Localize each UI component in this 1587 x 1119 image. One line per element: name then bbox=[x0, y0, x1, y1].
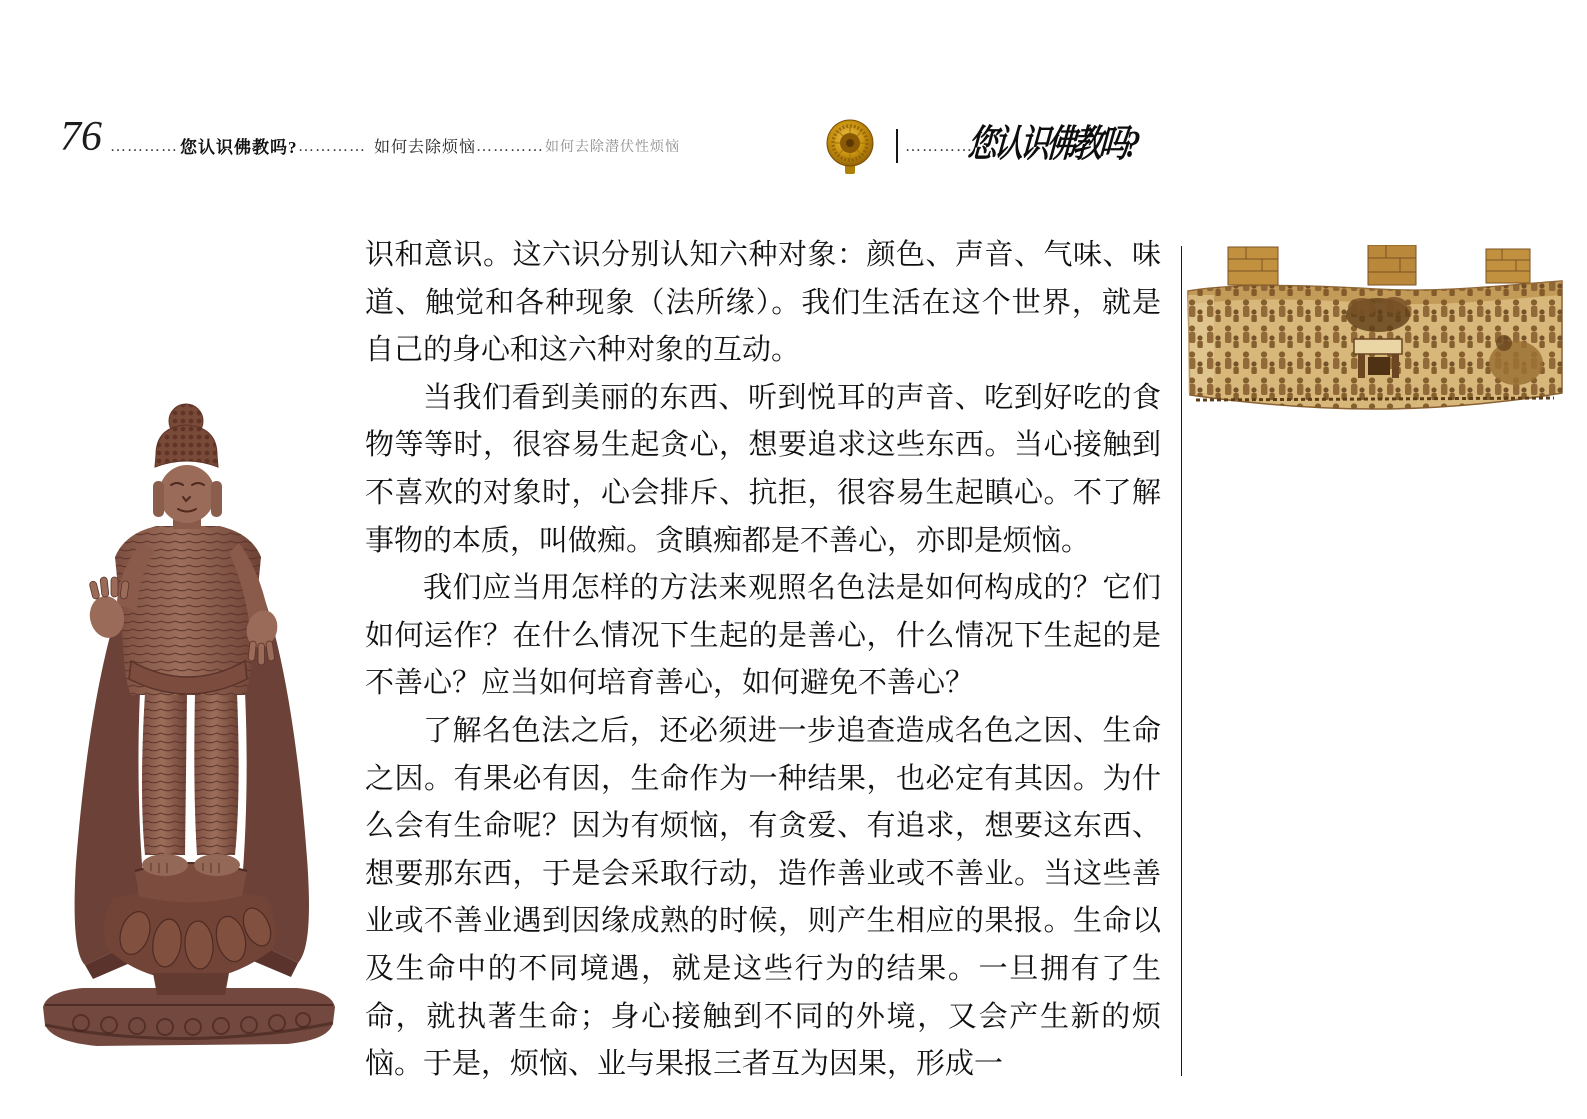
paragraph: 了解名色法之后，还必须进一步追查造成名色之因、生命之因。有果必有因，生命作为一种结果，也必定有其因。为什么会有生命呢？因为有烦恼，有贪爱、有追求，想要这东西、想要那东西，于是会采取行动，造作善业或不善业。当这些善业或不善业遇到因缘成熟的时候，则产生相应的果报。生命以及生命中的不同境遇，就是这些行为的结果。一旦拥有了生命，就执著生命；身心接触到不同的外境，又会产生新的烦恼。于是，烦恼、业与果报三者互为因果，形成一 bbox=[365, 714, 1161, 1081]
leader-dots: ………… bbox=[905, 138, 973, 155]
buddha-statue-image bbox=[35, 393, 347, 1048]
book-title: 您认识佛教吗? bbox=[180, 138, 298, 157]
section-title: 如何去除潜伏性烦恼 bbox=[545, 140, 680, 155]
page-number: 76 bbox=[60, 114, 102, 160]
header-separator bbox=[896, 129, 898, 163]
paragraph: 我们应当用怎样的方法来观照名色法是如何构成的？它们如何运作？在什么情况下生起的是善心，什么情况下生起的是不善心？应当如何培育善心，如何避免不善心？ bbox=[365, 572, 1161, 700]
column-divider bbox=[1181, 246, 1182, 1076]
calligraphy-title: 您认识佛教吗? bbox=[966, 123, 1139, 166]
paragraph: 识和意识。这六识分别认知六种对象：颜色、声音、气味、味道、触觉和各种现象（法所缘）。我们生活在这个世界，就是自己的身心和这六种对象的互动。 bbox=[365, 239, 1161, 367]
body-text-column bbox=[365, 232, 1161, 1089]
chapter-title: 如何去除烦恼 bbox=[374, 139, 477, 156]
paragraph: 当我们看到美丽的东西、听到悦耳的声音、吃到好吃的食物等等时，很容易生起贪心，想要追求这些东西。当心接触到不喜欢的对象时，心会排斥、抗拒，很容易生起瞋心。不了解事物的本质，叫做痴。贪瞋痴都是不善心，亦即是烦恼。 bbox=[365, 381, 1161, 557]
leader-dots: ………… bbox=[110, 138, 178, 155]
leader-dots: ………… bbox=[476, 138, 544, 155]
leader-dots: ………… bbox=[298, 138, 366, 155]
dharma-seal-icon bbox=[824, 116, 876, 176]
relief-carving-image bbox=[1186, 245, 1564, 413]
